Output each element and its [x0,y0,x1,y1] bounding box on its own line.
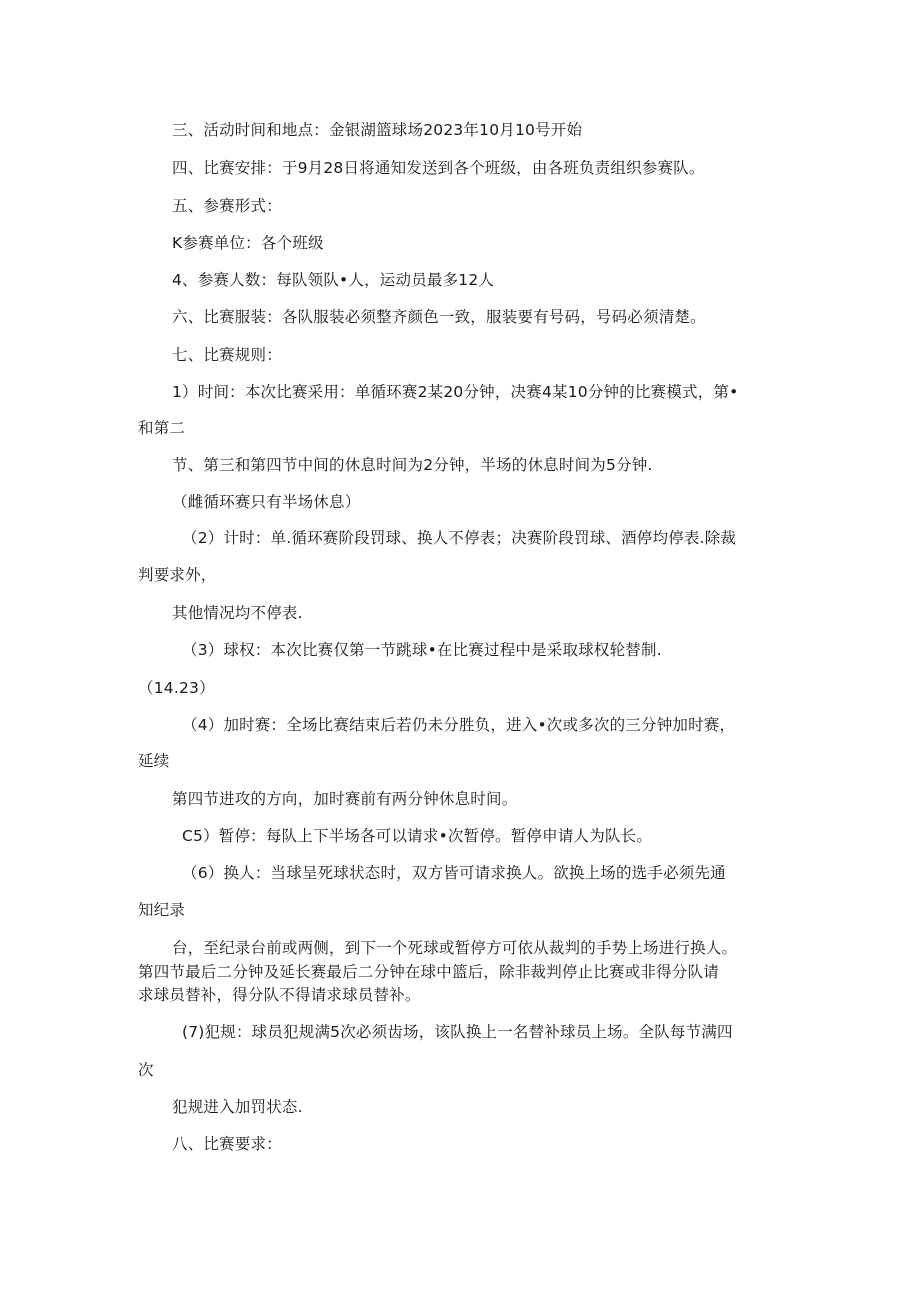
rule-3-possession: （3）球权：本次比赛仅第一节跳球•在比赛过程中是采取球权轮替制. [182,641,662,659]
item-participating-units: K参赛单位：各个班级 [172,234,324,252]
section-7-heading: 七、比赛规则： [172,346,282,364]
rule-4-direction: 第四节进攻的方向，加时赛前有两分钟休息时间。 [172,790,518,808]
rule-6-scoring-team: 求球员替补，得分队不得请求球员替补。 [138,986,421,1004]
section-5-heading: 五、参赛形式： [172,197,282,215]
rule-1-continued: 和第二 [138,419,186,437]
rule-2-continued: 判要求外， [138,566,217,584]
rule-2-other: 其他情况均不停表. [172,604,303,622]
rule-5-timeout: C5）暂停：每队上下半场各可以请求•次暂停。暂停申请人为队长。 [182,827,653,845]
rule-7-penalty: 犯规进入加罚状态. [172,1098,303,1116]
section-3-time-location: 三、活动时间和地点：金银湖篮球场2023年10月10号开始 [172,121,583,139]
rule-6-substitution: （6）换人：当球呈死球状态时，双方皆可请求换人。欲换上场的选手必须先通 [182,864,726,882]
rule-7-fouls: (7)犯规：球员犯规满5次必须齿场，该队换上一名替补球员上场。全队每节满四 [182,1023,733,1041]
rule-4-continued: 延续 [138,752,170,770]
rule-4-overtime: （4）加时赛：全场比赛结束后若仍未分胜负，进入•次或多次的三分钟加时赛， [182,716,736,734]
rule-6-procedure: 台，至纪录台前或两侧，到下一个死球或暂停方可依从裁判的手势上场进行换人。 [172,939,738,957]
rule-3-reference: （14.23） [138,679,215,697]
section-8-heading: 八、比赛要求： [172,1135,282,1153]
rule-2-timing: （2）计时：单.循环赛阶段罚球、换人不停表；决赛阶段罚球、酒停均停表.除裁 [182,529,737,547]
rule-6-continued: 知纪录 [138,901,186,919]
rule-1-time: 1）时间：本次比赛采用：单循环赛2某20分钟，决赛4某10分钟的比赛模式，第• [172,383,739,401]
rule-7-continued: 次 [138,1061,154,1079]
rule-6-last-minutes: 第四节最后二分钟及延长赛最后二分钟在球中篮后，除非裁判停止比赛或非得分队请 [138,963,719,981]
rule-1-rest-time: 节、第三和第四节中间的休息时间为2分钟，半场的休息时间为5分钟. [172,456,653,474]
section-6-uniform: 六、比赛服装：各队服装必须整齐颜色一致，服装要有号码，号码必须清楚。 [172,308,706,326]
rule-1-note: （雌循环赛只有半场休息） [172,493,361,511]
section-4-schedule: 四、比赛安排：于9月28日将通知发送到各个班级，由各班负责组织参赛队。 [172,159,705,177]
item-participant-count: 4、参赛人数：每队领队•人，运动员最多12人 [172,271,495,289]
